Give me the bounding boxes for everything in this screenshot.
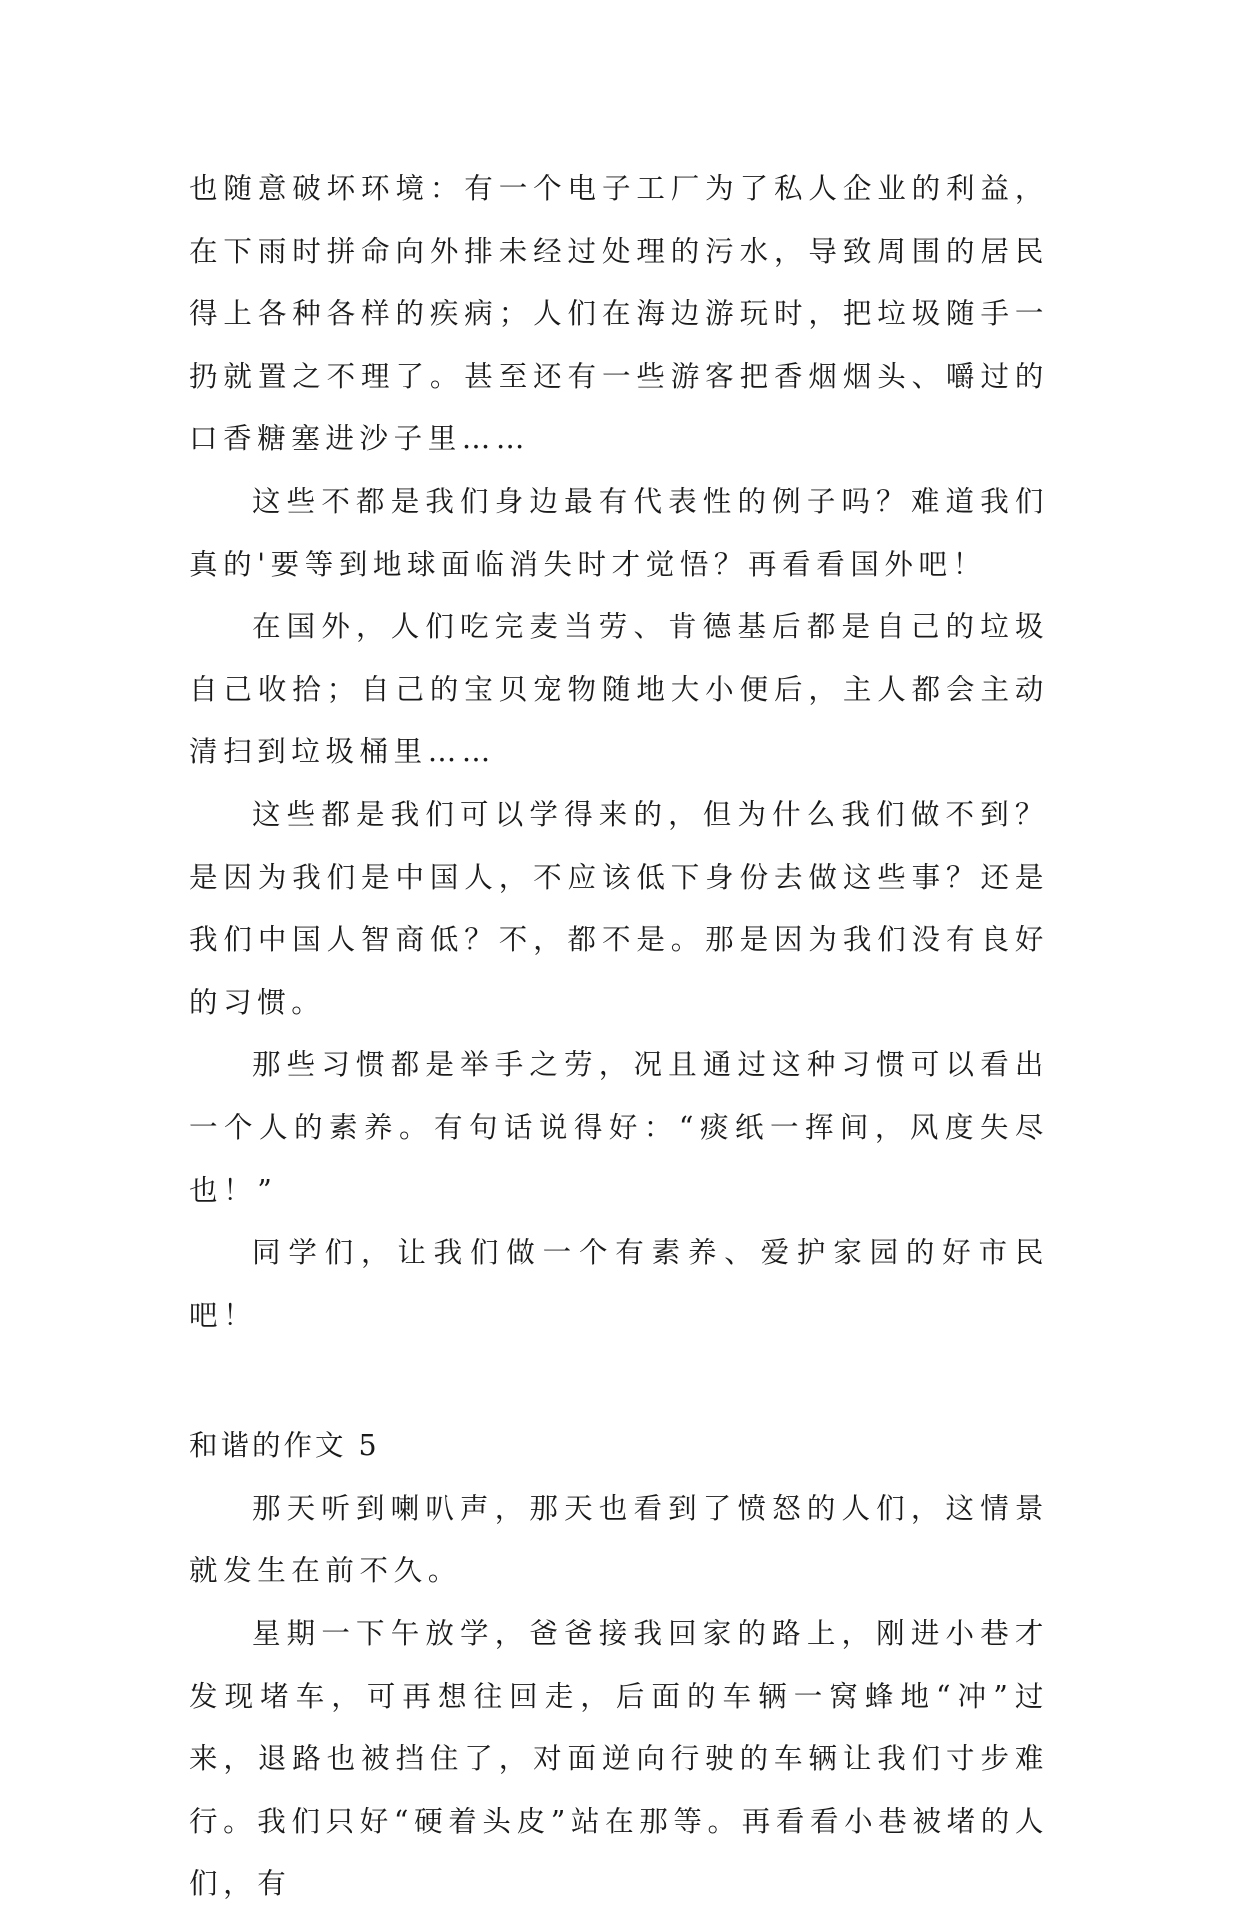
section-heading: 和谐的作文 5	[189, 1429, 380, 1463]
paragraph-abroad: 在国外，人们吃完麦当劳、肯德基后都是自己的垃圾自己收拾；自己的宝贝宠物随地大小便后，主人都会主动清扫到垃圾桶里……	[189, 610, 1049, 769]
paragraph-horn: 那天听到喇叭声，那天也看到了愤怒的人们，这情景就发生在前不久。	[189, 1491, 1049, 1588]
paragraph-why-not: 这些都是我们可以学得来的，但为什么我们做不到？是因为我们是中国人，不应该低下身份去做这些事？还是我们中国人智商低？不，都不是。那是因为我们没有良好的习惯。	[189, 797, 1049, 1019]
paragraph-habits: 那些习惯都是举手之劳，况且通过这种习惯可以看出一个人的素养。有句话说得好：“痰纸一挥间，风度失尽也！”	[189, 1048, 1049, 1207]
paragraph-environment-damage: 也随意破坏环境：有一个电子工厂为了私人企业的利益，在下雨时拼命向外排未经过处理的污水，导致周围的居民得上各种各样的疾病；人们在海边游玩时，把垃圾随手一扔就置之不理了。甚至还有一些游客把香烟烟头、嚼过的口香糖塞进沙子里……	[189, 172, 1049, 456]
paragraph-traffic-jam: 星期一下午放学，爸爸接我回家的路上，刚进小巷才发现堵车，可再想往回走，后面的车辆一窝蜂地“冲”过来，退路也被挡住了，对面逆向行驶的车辆让我们寸步难行。我们只好“硬着头皮”站在那等。再看看小巷被堵的人们，有	[189, 1617, 1049, 1901]
document-page	[189, 158, 1049, 1916]
paragraph-call-to-action: 同学们，让我们做一个有素养、爱护家园的好市民吧！	[189, 1236, 1049, 1332]
section-spacer	[189, 1347, 1049, 1415]
paragraph-examples: 这些不都是我们身边最有代表性的例子吗？难道我们真的'要等到地球面临消失时才觉悟？再看看国外吧！	[189, 484, 1049, 581]
